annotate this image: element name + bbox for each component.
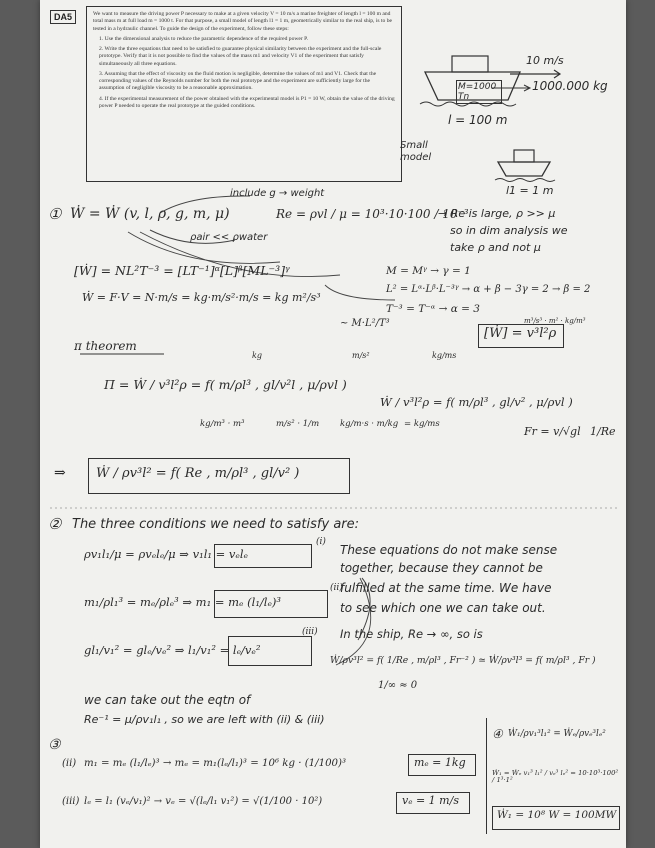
reynolds-note-2: so in dim analysis we <box>450 224 568 237</box>
ship-length-label: l = 100 m <box>448 113 508 127</box>
problem-item-2: 2. Write the three equations that need to be satisfied to guarantee physical similarity between the experiment and the full-scale prototype. Verify that it is not possible to find the values of the mass m1 and velocity V1 of the experiment that satisfy simultaneously all three equations. <box>99 46 382 67</box>
condition-1-tag: (i) <box>316 537 326 547</box>
problem-id-badge: DA5 <box>50 10 76 24</box>
part3-mass-result: mₑ = 1kg <box>414 756 466 769</box>
part2-heading: The three conditions we need to satisfy are: <box>72 517 360 532</box>
pi-theorem-equation: Π = Ẇ / v³l²ρ = f( m/ρl³ , gl/v²l , μ/ρvl ) <box>104 377 347 392</box>
ship-mass-box-label: M=1000 Tn <box>458 82 497 103</box>
part2-reduced-equation: Ẇ/ρv³l² = f( 1/Re , m/ρl³ , Fr⁻² ) ≃ Ẇ/ρv³l³ = f( m/ρl³ , Fr ) <box>330 655 596 666</box>
part2-number: ② <box>48 515 62 533</box>
unit-check-2: m/s² · 1/m <box>276 419 320 429</box>
unit-check-4: = kg/ms <box>404 419 440 429</box>
pi-theorem-heading: π theorem <box>74 339 137 353</box>
froude-definition: Fr = v/√gl <box>524 425 581 438</box>
power-dimension-unit: ~ M·L²/T³ <box>340 318 390 329</box>
condition-3-tag: (iii) <box>302 627 318 637</box>
part3-number: ③ <box>48 737 61 753</box>
pi-theorem-final: Ẇ / ρv³l² = f( Re , m/ρl³ , gl/v² ) <box>96 466 300 481</box>
part3-velocity-result: vₑ = 1 m/s <box>402 794 459 807</box>
part4-number: ④ <box>492 727 503 741</box>
model-length-label: l1 = 1 m <box>506 184 554 197</box>
part2-text-3: fulfilled at the same time. We have <box>340 581 552 595</box>
part2-limit-note: 1/∞ ≈ 0 <box>378 680 418 691</box>
part4-power-equation: Ẇ₁ = Ẇₑ v₁³ l₁² / vₑ³ lₑ² = 10·10³·100² / 1³·1² <box>492 769 619 785</box>
power-dimension-result: [Ẇ] = v³l²ρ <box>484 326 557 341</box>
ship-mass-label: 1000.000 kg <box>532 79 608 93</box>
unit-check-3: kg/m·s · m/kg <box>340 419 399 429</box>
part2-take-out-1: we can take out the eqtn of <box>84 693 251 707</box>
part2-take-out-2: Re⁻¹ = μ/ρv₁l₁ , so we are left with (ii) & (iii) <box>84 713 325 726</box>
dimension-equation: [Ẇ] = NL²T⁻³ = [LT⁻¹]ᵅ[L]ᵝ[ML⁻³]ᵞ <box>74 263 290 278</box>
reynolds-note-1: → Re is large, ρ >> μ <box>438 207 556 220</box>
reynolds-equation: Re = ρvl / μ = 10³·10·100 / 10⁻³ <box>276 207 469 221</box>
part3-velocity-equation: lₑ = l₁ (vₑ/v₁)² → vₑ = √(lₑ/l₁ v₁²) = √(1/100 · 10²) <box>84 796 323 807</box>
small-model-label: Small model <box>400 140 432 163</box>
notebook-page: DA5 We want to measure the driving power P necessary to make at a given velocity V = 10 m/s a marine freighter of length l = 100 m and total mass m at full load m = 1000 t. For that purpose, a small model of length l1 = 1 m, geometrically similar to the real ship, is to be tested in a hydraulic channel. To guide the design of the experiment, follow these steps: 1. Use the dimensional analysis to reduce the parametric dependence of the required power P. 2. Write the three equations that need to be satisfied to guarantee physical similarity between the experiment and the full-scale prototype. Verify that it is not possible to find the values of the mass m1 and velocity V1 of the experiment that satisfy simultaneously all three equations. 3. Assuming that the effect of viscosity on the fluid motion is negligible, determine the values of m1 and V1. Check that the corresponding values of the Reynolds number for both the real prototype and the experiment are sufficiently large for the assumption of negligible viscosity to be a reasonable approximation. 4. If the experimental measurement of the power obtained with the experimental model is P1 = 10 W, obtain the value of the driving power P needed to operate the real prototype at the guided conditions. 10 m/s M=1000 Tn 1000.000 kg l = 100 m Small model l1 = 1 m ① Ẇ = Ẇ (v, l, ρ, g, m, μ) include g → weight ρair << ρwater Re = ρvl / μ = 10³·10·100 / 10⁻³ → Re is large, ρ >> μ so in dim analysis we take ρ and not μ [Ẇ] = NL²T⁻³ = [LT⁻¹]ᵅ[L]ᵝ[ML⁻³]ᵞ Ẇ = F·V = N·m/s = kg·m/s²·m/s = kg m²/s³ ~ M·L²/T³ M = Mᵞ → γ = 1 L² = Lᵅ·Lᵝ·L⁻³ᵞ → α + β − 3γ = 2 → β = 2 T⁻³ = T⁻ᵅ → α = 3 [Ẇ] = v³l²ρ m³/s³ · m² · kg/m³ π theorem kg m/s² kg/ms Π = Ẇ / v³l²ρ = f( m/ρl³ , gl/v²l , μ/ρvl ) Ẇ / v³l²ρ = f( m/ρl³ , gl/v² , μ/ρvl ) kg/m³ · m³ m/s² · 1/m kg/m·s · m/kg = kg/ms Fr = v/√gl 1/Re ⇒ Ẇ / ρv³l² = f( Re , m/ρl³ , gl/v² ) ② The three conditions we need to satisfy are: ρv₁l₁/μ = ρvₑlₑ/μ ⇒ v₁l₁ = vₑlₑ (i) m₁/ρl₁³ = mₑ/ρlₑ³ ⇒ m₁ = mₑ (l₁/lₑ)³ (ii) gl₁/v₁² = glₑ/vₑ² ⇒ l₁/v₁² = lₑ/vₑ² (iii) These equations do not make sense together, because they cannot be fulfilled at the same time. We have to see which one we can take out. In the ship, Re → ∞, so is Ẇ/ρv³l² = f( 1/Re , m/ρl³ , Fr⁻² ) ≃ Ẇ/ρv³l³ = f( m/ρl³ , Fr ) 1/∞ ≈ 0 we can take out the eqtn of Re⁻¹ = μ/ρv₁l₁ , so we are left with (ii) & (iii) ③ (ii) m₁ = mₑ (l₁/lₑ)³ → mₑ = m₁(lₑ/l₁)³ = 10⁶ kg · (1/100)³ mₑ = 1kg (iii) lₑ = l₁ (vₑ/v₁)² → vₑ = √(lₑ/l₁ v₁²) = √(1/100 · 10²) vₑ = 1 m/s ④ Ẇ₁/ρv₁³l₁² = Ẇₑ/ρvₑ³lₑ² Ẇ₁ = Ẇₑ v₁³ l₁² / vₑ³ lₑ² = 10·10³·100² / 1³·1² Ẇ₁ = 10⁸ W = 100MW <box>40 0 626 848</box>
unit-label-kg: kg <box>252 351 262 360</box>
condition-reynolds: ρv₁l₁/μ = ρvₑlₑ/μ ⇒ v₁l₁ = vₑlₑ <box>84 547 249 561</box>
exponent-system-1: M = Mᵞ → γ = 1 <box>386 265 471 277</box>
part2-text-5: In the ship, Re → ∞, so is <box>340 627 483 641</box>
reynolds-note-3: take ρ and not μ <box>450 241 541 254</box>
part4-similarity-equation: Ẇ₁/ρv₁³l₁² = Ẇₑ/ρvₑ³lₑ² <box>508 729 606 739</box>
problem-item-3: 3. Assuming that the effect of viscosity on the fluid motion is negligible, determine the values of m1 and V1. Check that the corresponding values of the Reynolds number for both the real prototype and the experiment are sufficiently large for the assumption of negligible viscosity to be a reasonable approximation. <box>99 70 377 92</box>
condition-froude: gl₁/v₁² = glₑ/vₑ² ⇒ l₁/v₁² = lₑ/vₑ² <box>84 643 261 657</box>
problem-intro: We want to measure the driving power P necessary to make at a given velocity V = 10 m/s a marine freighter of length l = 100 m and total mass m at full load m = 1000 t. For that purpose, a small model of length l1 = 1 m, geometrically similar to the real ship, is to be tested in a hydraulic channel. To guide the design of the experiment, follow these steps: <box>93 11 392 32</box>
part2-text-4: to see which one we can take out. <box>340 601 546 615</box>
unit-label-accel: m/s² <box>352 351 370 360</box>
problem-item-1: 1. Use the dimensional analysis to reduce the parametric dependence of the required power P. <box>99 35 309 42</box>
ship-velocity-label: 10 m/s <box>526 54 564 67</box>
unit-check-1: kg/m³ · m³ <box>200 419 245 429</box>
exponent-system-3: T⁻³ = T⁻ᵅ → α = 3 <box>386 303 480 315</box>
part3-mass-equation: m₁ = mₑ (l₁/lₑ)³ → mₑ = m₁(lₑ/l₁)³ = 10⁶ kg · (1/100)³ <box>84 758 347 769</box>
inverse-reynolds: 1/Re <box>590 425 616 438</box>
power-definition: Ẇ = F·V = N·m/s = kg·m/s²·m/s = kg m²/s³ <box>82 291 321 304</box>
part3-ii-tag: (ii) <box>62 758 77 769</box>
condition-2-tag: (ii) <box>330 583 343 593</box>
unit-label-viscosity: kg/ms <box>432 351 457 360</box>
power-result-units: m³/s³ · m² · kg/m³ <box>524 317 586 325</box>
part1-power-dependence: Ẇ = Ẇ (v, l, ρ, g, m, μ) <box>70 206 230 222</box>
part4-power-result: Ẇ₁ = 10⁸ W = 100MW <box>497 809 617 821</box>
note-rho-air: ρair << ρwater <box>190 232 268 243</box>
problem-item-4: 4. If the experimental measurement of the power obtained with the experimental model is P1 = 10 W, obtain the value of the driving power P needed to operate the real prototype at the guided conditions. <box>99 95 395 109</box>
part3-iii-tag: (iii) <box>62 796 80 807</box>
note-include-g: include g → weight <box>230 188 325 199</box>
pi-theorem-equation-2: Ẇ / v³l²ρ = f( m/ρl³ , gl/v² , μ/ρvl ) <box>380 395 573 409</box>
part2-text-2: together, because they cannot be <box>340 561 543 575</box>
part2-text-1: These equations do not make sense <box>340 543 558 557</box>
problem-statement-box <box>86 6 402 182</box>
part1-number: ① <box>48 205 62 223</box>
condition-mass: m₁/ρl₁³ = mₑ/ρlₑ³ ⇒ m₁ = mₑ (l₁/lₑ)³ <box>84 595 282 609</box>
exponent-system-2: L² = Lᵅ·Lᵝ·L⁻³ᵞ → α + β − 3γ = 2 → β = 2 <box>386 284 591 295</box>
